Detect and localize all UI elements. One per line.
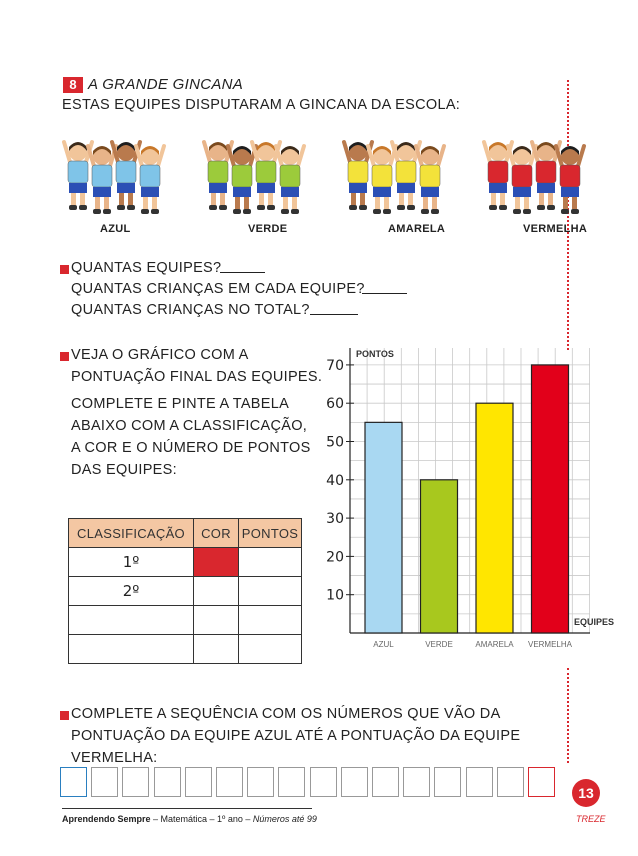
cell-points[interactable]: [239, 548, 302, 577]
child-figure: [416, 146, 444, 214]
header-pontos: PONTOS: [239, 519, 302, 548]
table-row: [69, 548, 302, 577]
child-figure: [276, 146, 304, 214]
team-label-verde: VERDE: [248, 223, 288, 235]
sequence-box[interactable]: [310, 767, 337, 797]
y-tick-label: 40: [326, 472, 344, 489]
graph-intro-4: ABAIXO COM A CLASSIFICAÇÃO,: [71, 418, 308, 434]
x-axis-label: EQUIPES: [574, 617, 615, 627]
x-tick-label: VERDE: [425, 640, 453, 649]
child-figure: [228, 146, 256, 214]
dotted-decoration-bottom: [567, 668, 569, 763]
y-axis-label: PONTOS: [356, 349, 394, 359]
bar-vermelha: [532, 365, 569, 633]
y-tick-label: 30: [326, 511, 344, 528]
sequence-box[interactable]: [216, 767, 243, 797]
cell-color[interactable]: [194, 635, 239, 664]
exercise-intro: ESTAS EQUIPES DISPUTARAM A GINCANA DA ESCOLA:: [62, 97, 461, 113]
graph-intro-5: A COR E O NÚMERO DE PONTOS: [71, 440, 311, 456]
child-figure: [88, 146, 116, 214]
bar-amarela: [476, 403, 513, 633]
footer-topic: Números até 99: [252, 814, 317, 824]
question-1: QUANTAS EQUIPES?: [71, 260, 222, 276]
answer-line-2[interactable]: [362, 292, 407, 294]
table-row: [69, 606, 302, 635]
footer-book: Aprendendo Sempre: [62, 814, 151, 824]
table-row: [69, 577, 302, 606]
sequence-box[interactable]: [466, 767, 493, 797]
sequence-box[interactable]: [497, 767, 524, 797]
child-figure: [368, 146, 396, 214]
bullet-icon: [60, 352, 69, 361]
cell-place[interactable]: [69, 606, 194, 635]
sequence-text-3: VERMELHA:: [71, 750, 158, 766]
footer-rest: – Matemática – 1º ano –: [150, 814, 253, 824]
cell-points[interactable]: [239, 577, 302, 606]
cell-place[interactable]: [69, 635, 194, 664]
x-tick-label: VERMELHA: [527, 640, 573, 649]
sequence-box[interactable]: [278, 767, 305, 797]
cell-points[interactable]: [239, 635, 302, 664]
y-tick-label: 20: [326, 549, 344, 566]
sequence-text-2: PONTUAÇÃO DA EQUIPE AZUL ATÉ A PONTUAÇÃO DA EQUIPE: [71, 728, 521, 744]
bullet-icon: [60, 711, 69, 720]
header-classificacao: CLASSIFICAÇÃO: [69, 519, 194, 548]
team-label-amarela: AMARELA: [388, 223, 446, 235]
graph-intro-6: DAS EQUIPES:: [71, 462, 177, 478]
sequence-box[interactable]: [60, 767, 87, 797]
answer-line-3[interactable]: [310, 313, 358, 315]
footer-rule: [62, 808, 312, 809]
classification-table: [68, 518, 302, 664]
bar-azul: [365, 422, 402, 633]
footer-credits: [62, 814, 317, 824]
x-tick-label: AZUL: [373, 640, 394, 649]
teams-illustration: [55, 120, 595, 220]
graph-intro-2: PONTUAÇÃO FINAL DAS EQUIPES.: [71, 369, 323, 385]
sequence-box[interactable]: [434, 767, 461, 797]
team-label-azul: AZUL: [100, 223, 131, 235]
page-number-badge: 13: [572, 779, 600, 807]
child-figure: [136, 146, 164, 214]
child-figure: [556, 146, 584, 214]
team-label-vermelha: VERMELHA: [523, 223, 588, 235]
x-tick-label: AMARELA: [475, 640, 514, 649]
sequence-box[interactable]: [122, 767, 149, 797]
points-bar-chart: [318, 343, 618, 655]
sequence-box[interactable]: [528, 767, 555, 797]
cell-color[interactable]: [194, 606, 239, 635]
question-3: QUANTAS CRIANÇAS NO TOTAL?: [71, 302, 310, 318]
sequence-box[interactable]: [91, 767, 118, 797]
sequence-box[interactable]: [247, 767, 274, 797]
graph-intro-1: VEJA O GRÁFICO COM A: [71, 347, 249, 363]
bullet-icon: [60, 265, 69, 274]
cell-place: 2º: [69, 577, 194, 606]
cell-place: 1º: [69, 548, 194, 577]
cell-color[interactable]: [194, 577, 239, 606]
answer-line-1[interactable]: [220, 271, 265, 273]
bar-verde: [421, 480, 458, 633]
y-tick-label: 10: [326, 587, 344, 604]
sequence-box[interactable]: [341, 767, 368, 797]
graph-intro-3: COMPLETE E PINTE A TABELA: [71, 396, 290, 412]
exercise-title: A GRANDE GINCANA: [88, 76, 244, 93]
header-cor: COR: [194, 519, 239, 548]
cell-points[interactable]: [239, 606, 302, 635]
sequence-box[interactable]: [154, 767, 181, 797]
sequence-box[interactable]: [372, 767, 399, 797]
y-tick-label: 50: [326, 434, 344, 451]
y-tick-label: 70: [326, 357, 344, 374]
footer-page-word: TREZE: [576, 814, 606, 824]
sequence-box[interactable]: [185, 767, 212, 797]
y-tick-label: 60: [326, 396, 344, 413]
sequence-text-1: COMPLETE A SEQUÊNCIA COM OS NÚMEROS QUE VÃO DA: [71, 706, 501, 722]
child-figure: [508, 146, 536, 214]
sequence-box[interactable]: [403, 767, 430, 797]
exercise-number-badge: 8: [63, 77, 83, 93]
question-2: QUANTAS CRIANÇAS EM CADA EQUIPE?: [71, 281, 365, 297]
cell-color[interactable]: [194, 548, 239, 577]
table-row: [69, 635, 302, 664]
